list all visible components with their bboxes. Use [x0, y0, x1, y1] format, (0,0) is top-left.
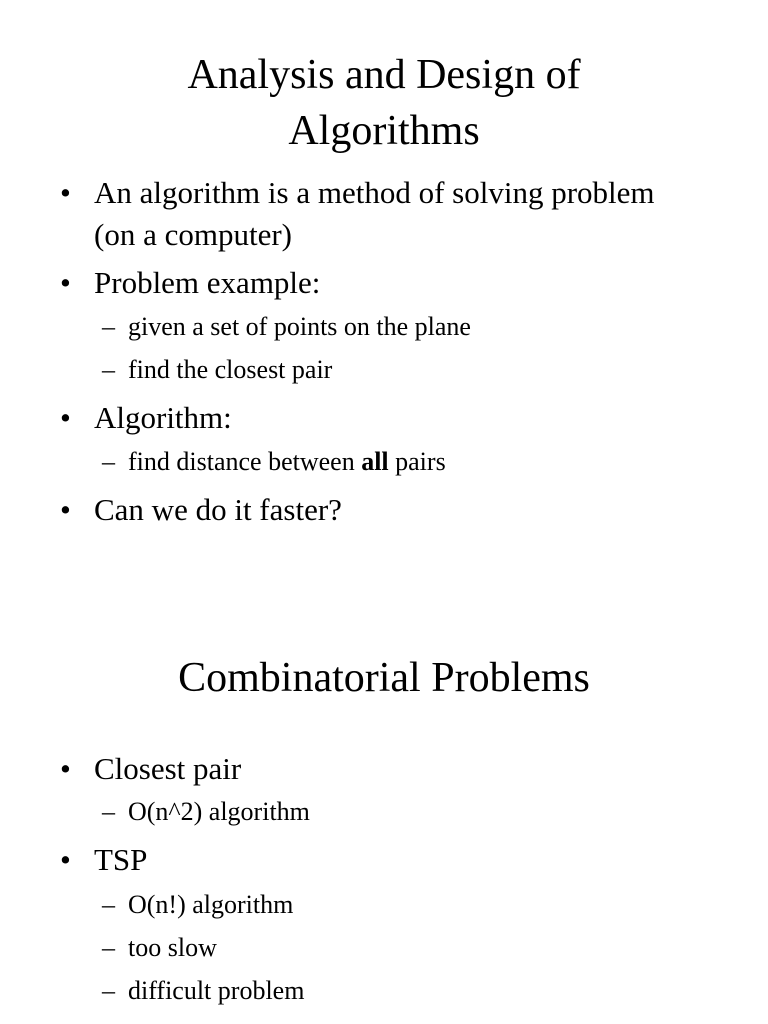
bullet-item	[60, 262, 660, 304]
bullet-text: An algorithm is a method of solving problem (on a computer)	[94, 175, 655, 252]
sub-bullet-item	[102, 310, 662, 344]
bullet-marker: •	[60, 175, 71, 210]
sub-bullet-text: find the closest pair	[128, 355, 333, 384]
bullet-text: Algorithm:	[94, 400, 232, 435]
bullet-marker: •	[60, 265, 71, 300]
sub-bullet-item	[102, 795, 662, 829]
sub-bullet-text	[128, 445, 662, 479]
sub-bullet-marker: –	[102, 447, 115, 476]
sub-bullet-item	[102, 974, 662, 1008]
bullet-item	[60, 397, 660, 439]
sub-bullet-item	[102, 445, 662, 479]
slide-title: Combinatorial Problems	[178, 655, 590, 701]
sub-bullet-text-post: pairs	[388, 447, 446, 476]
sub-bullet-text: difficult problem	[128, 976, 305, 1005]
sub-bullet-marker: –	[102, 976, 115, 1005]
sub-bullet-marker: –	[102, 312, 115, 341]
bullet-marker: •	[60, 842, 71, 877]
bullet-item	[60, 839, 660, 881]
slide-combinatorial-problems	[0, 600, 768, 1024]
sub-bullet-text: O(n!) algorithm	[128, 890, 294, 919]
emphasis-all: all	[361, 447, 389, 476]
bullet-text: Can we do it faster?	[94, 492, 342, 527]
sub-bullet-marker: –	[102, 890, 115, 919]
bullet-item	[60, 489, 660, 531]
sub-bullet-item	[102, 888, 662, 922]
sub-bullet-text-pre: find distance between	[128, 447, 362, 476]
bullet-marker: •	[60, 400, 71, 435]
bullet-text: TSP	[94, 842, 148, 877]
sub-bullet-item	[102, 931, 662, 965]
bullet-marker: •	[60, 751, 71, 786]
sub-bullet-marker: –	[102, 797, 115, 826]
bullet-text: Closest pair	[94, 751, 242, 786]
sub-bullet-text: O(n^2) algorithm	[128, 797, 310, 826]
bullet-item	[60, 172, 660, 256]
bullet-item	[60, 748, 660, 790]
bullet-marker: •	[60, 492, 71, 527]
sub-bullet-text: too slow	[128, 933, 217, 962]
sub-bullet-item	[102, 353, 662, 387]
slide-title: Analysis and Design of Algorithms	[187, 52, 581, 154]
sub-bullet-text: given a set of points on the plane	[128, 312, 471, 341]
sub-bullet-marker: –	[102, 355, 115, 384]
bullet-text: Problem example:	[94, 265, 321, 300]
sub-bullet-marker: –	[102, 933, 115, 962]
